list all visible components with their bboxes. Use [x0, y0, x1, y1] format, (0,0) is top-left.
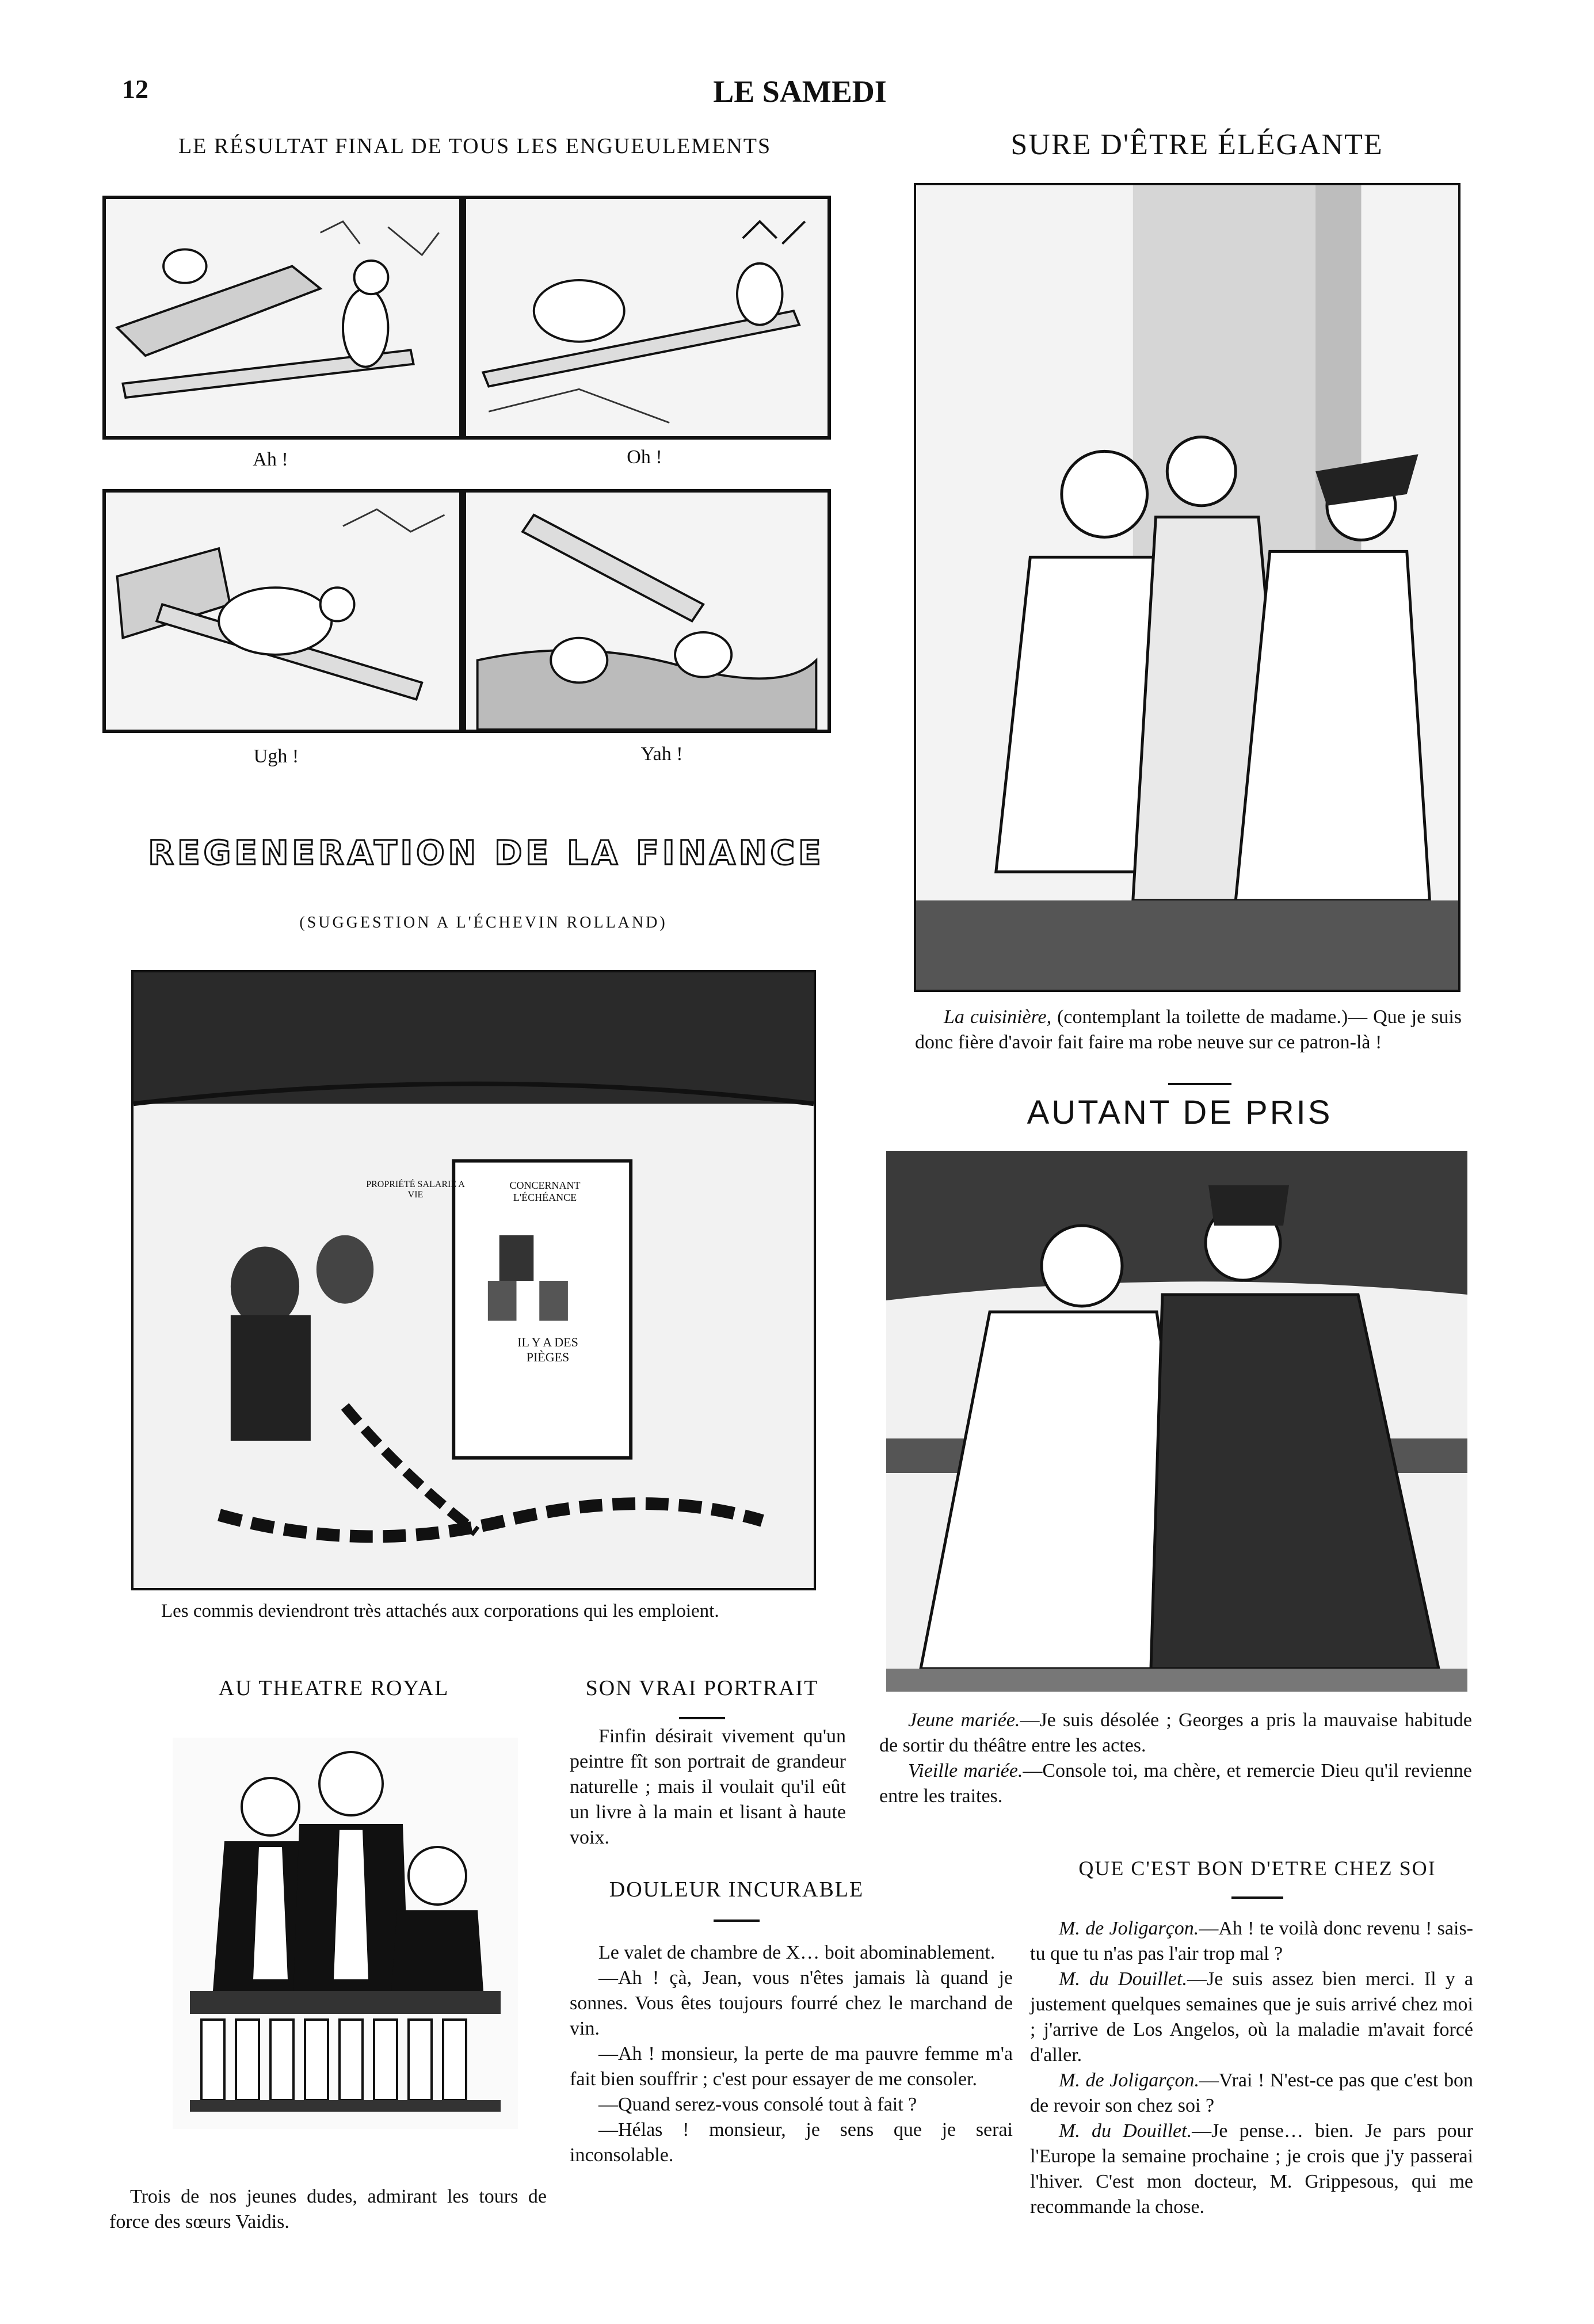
finance-caption: Les commis deviendront très attachés aux corporations qui les emploient. [161, 1601, 719, 1621]
douleur-p4: —Quand serez-vous consolé tout à fait ? [598, 2094, 917, 2115]
chezsoi-rule [1231, 1896, 1283, 1899]
comic-panel-2 [463, 196, 831, 440]
finance-sign-left: PROPRIÉTÉ SALARIÉ A VIE [366, 1180, 465, 1200]
douleur-text [570, 1940, 1013, 2168]
douleur-p5: —Hélas ! monsieur, je sens que je serai inconsolable. [570, 2119, 1013, 2166]
douleur-title: DOULEUR INCURABLE [609, 1877, 864, 1902]
elegante-rule [1168, 1083, 1231, 1085]
comic-panel-3 [102, 489, 463, 733]
douleur-p3: —Ah ! monsieur, la perte de ma pauvre femme m'a fait bien souffrir ; c'est pour essayer de me consoler. [570, 2043, 1013, 2090]
chezsoi-l2-text: —Je suis assez bien merci. Il y a justement quelques semaines que je suis arrivé chez moi ; j'arrive de Los Angelos, où la maladie m'avait forcé d'aller. [1030, 1968, 1473, 2066]
portrait-paragraph: Finfin désirait vivement qu'un peintre fît son portrait de grandeur naturelle ; mais il voulait qu'il eût un livre à la main et lisant à haute voix. [570, 1726, 846, 1848]
chezsoi-text [1030, 1916, 1473, 2220]
chezsoi-l1-text: —Ah ! te voilà donc revenu ! sais-tu que tu n'as pas l'air trop mal ? [1030, 1918, 1474, 1964]
autant-title: AUTANT DE PRIS [1027, 1094, 1333, 1131]
elegante-caption [915, 1005, 1462, 1055]
chezsoi-s1: M. de Joligarçon. [1059, 1918, 1199, 1939]
chezsoi-l4-text: —Je pense… bien. Je pars pour l'Europe la semaine prochaine ; je crois que j'y passerai l'hiver. C'est mon docteur, M. Grippesous, qui me recommande la chose. [1030, 2120, 1473, 2218]
portrait-text [570, 1724, 846, 1850]
autant-line-1-text: —Je suis désolée ; Georges a pris la mauvaise habitude de sortir du théâtre entre les actes. [879, 1709, 1473, 1756]
theatre-illustration [173, 1738, 518, 2129]
comic-title: LE RÉSULTAT FINAL DE TOUS LES ENGUEULEMENTS [178, 134, 772, 158]
portrait-title: SON VRAI PORTRAIT [585, 1676, 819, 1700]
elegante-line: (contemplant la toilette de madame.)— Que je suis donc fière d'avoir fait faire ma robe neuve sur ce patron-là ! [915, 1006, 1462, 1053]
chezsoi-s2: M. du Douillet. [1059, 1968, 1187, 1990]
comic-caption-3: Ugh ! [253, 746, 299, 767]
autant-line-1 [879, 1708, 1472, 1758]
chezsoi-l1 [1030, 1916, 1473, 1967]
autant-speaker-1: Jeune mariée. [908, 1709, 1020, 1731]
autant-speaker-2: Vieille mariée. [908, 1760, 1023, 1781]
finance-sign-box: CONCERNANT L'ÉCHÉANCE [509, 1180, 581, 1203]
douleur-p2: —Ah ! çà, Jean, vous n'êtes jamais là quand je sonnes. Vous êtes toujours fourré chez le marchand de vin. [570, 1967, 1013, 2039]
chezsoi-l2 [1030, 1967, 1473, 2068]
comic-caption-1: Ah ! [253, 449, 288, 470]
elegante-speaker: La cuisinière, [944, 1006, 1052, 1028]
comic-panel-4 [463, 489, 831, 733]
comic-caption-4: Yah ! [640, 743, 683, 765]
chezsoi-title: QUE C'EST BON D'ETRE CHEZ SOI [1078, 1857, 1436, 1880]
elegante-illustration [914, 183, 1460, 992]
elegante-title: SURE D'ÊTRE ÉLÉGANTE [1010, 128, 1383, 161]
douleur-rule [714, 1920, 760, 1922]
chezsoi-s4: M. du Douillet. [1059, 2120, 1192, 2142]
chezsoi-l3-text: —Vrai ! N'est-ce pas que c'est bon de revoir son chez soi ? [1030, 2070, 1474, 2116]
autant-line-2-text: —Console toi, ma chère, et remercie Dieu qu'il revienne entre les traites. [879, 1760, 1472, 1807]
journal-title: LE SAMEDI [713, 74, 887, 109]
theatre-caption [109, 2184, 547, 2235]
finance-title: REGENERATION DE LA FINANCE [148, 833, 825, 872]
finance-illustration [131, 970, 816, 1590]
chezsoi-l4 [1030, 2119, 1473, 2220]
autant-line-2 [879, 1758, 1472, 1809]
elegante-caption-text [915, 1005, 1462, 1055]
page-number: 12 [122, 74, 148, 104]
finance-sign-lower: IL Y A DES PIÈGES [517, 1335, 578, 1364]
chezsoi-s3: M. de Joligarçon. [1059, 2070, 1200, 2091]
comic-panel-1 [102, 196, 463, 440]
chezsoi-l3 [1030, 2068, 1473, 2119]
comic-caption-2: Oh ! [627, 447, 662, 468]
finance-subtitle: (SUGGESTION A L'ÉCHEVIN ROLLAND) [299, 914, 668, 932]
theatre-caption-text: Trois de nos jeunes dudes, admirant les tours de force des sœurs Vaidis. [109, 2186, 547, 2233]
autant-text [879, 1708, 1472, 1809]
douleur-p1: Le valet de chambre de X… boit abominablement. [598, 1942, 996, 1963]
portrait-rule [679, 1717, 725, 1719]
autant-illustration [886, 1151, 1467, 1692]
theatre-title: AU THEATRE ROYAL [218, 1676, 449, 1700]
